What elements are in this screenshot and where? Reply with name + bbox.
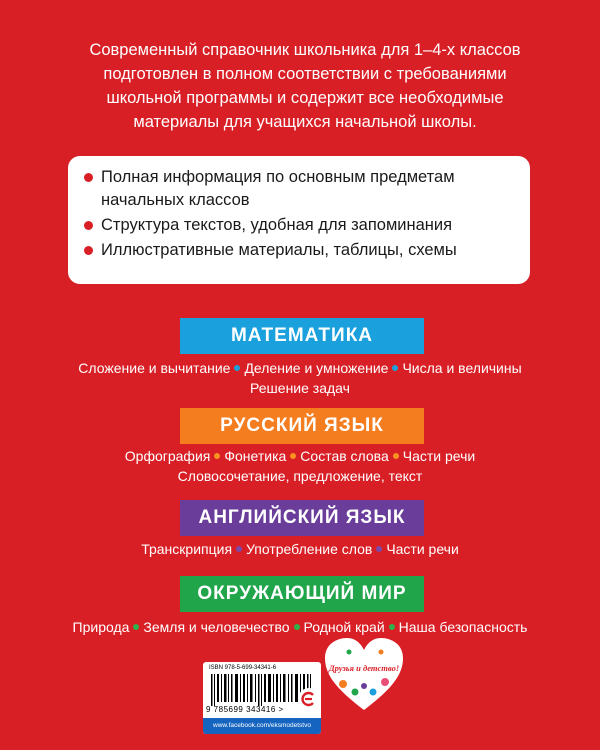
- feature-text: Иллюстративные материалы, таблицы, схемы: [101, 241, 457, 259]
- topic-item: Природа: [72, 619, 130, 635]
- topics-line-2: Словосочетание, предложение, текст: [177, 468, 423, 484]
- feature-text: Структура текстов, удобная для запоминания: [101, 216, 453, 234]
- topics-line-1: [60, 539, 540, 559]
- publisher-logo: [298, 688, 320, 710]
- topics-line-1: [60, 617, 540, 637]
- bullet-icon: [84, 246, 93, 255]
- topic-item: Употребление слов: [246, 541, 373, 557]
- bullet-icon: [84, 173, 93, 182]
- english-topics: [60, 539, 540, 559]
- bullet-icon: [84, 221, 93, 230]
- world-topics: [60, 617, 540, 637]
- separator-dot-icon: [393, 453, 399, 459]
- separator-dot-icon: [214, 453, 220, 459]
- separator-dot-icon: [234, 365, 240, 371]
- separator-dot-icon: [236, 546, 242, 552]
- facebook-link[interactable]: www.facebook.com/eksmodetstvo: [203, 718, 321, 734]
- topic-item: Сложение и вычитание: [78, 360, 231, 376]
- topic-item: Транскрипция: [141, 541, 233, 557]
- topic-item: Фонетика: [224, 448, 287, 464]
- english-banner: АНГЛИЙСКИЙ ЯЗЫК: [180, 500, 424, 536]
- topic-item: Орфография: [124, 448, 211, 464]
- feature-item: [84, 166, 516, 212]
- features-box: [68, 156, 530, 284]
- intro-text: Современный справочник школьника для 1–4-х классов подготовлен в полном соответствии с требованиями школьной программы и содержит все необходимые материалы для учащихся начальной школы.: [89, 41, 521, 131]
- topic-item: Наша безопасность: [398, 619, 528, 635]
- separator-dot-icon: [294, 624, 300, 630]
- separator-dot-icon: [133, 624, 139, 630]
- feature-item: [84, 239, 516, 262]
- feature-text: Полная информация по основным предметам начальных классов: [101, 168, 455, 209]
- topics-line-1: [60, 446, 540, 466]
- topic-item: Части речи: [386, 541, 459, 557]
- math-banner: МАТЕМАТИКА: [180, 318, 424, 354]
- separator-dot-icon: [290, 453, 296, 459]
- topic-item: Земля и человечество: [143, 619, 290, 635]
- russian-topics: [60, 446, 540, 486]
- math-topics: [60, 358, 540, 398]
- feature-item: [84, 214, 516, 237]
- publisher-logo-icon: [298, 688, 320, 710]
- topics-line-1: [60, 358, 540, 378]
- separator-dot-icon: [389, 624, 395, 630]
- world-banner: ОКРУЖАЮЩИЙ МИР: [180, 576, 424, 612]
- separator-dot-icon: [376, 546, 382, 552]
- topics-line-2: Решение задач: [250, 380, 350, 396]
- barcode-digits: 9 785699 343416 >: [206, 705, 284, 714]
- topic-item: Состав слова: [300, 448, 389, 464]
- series-heart-logo: [323, 636, 405, 719]
- russian-banner: РУССКИЙ ЯЗЫК: [180, 408, 424, 444]
- isbn-text: ISBN 978-5-699-34341-6: [209, 665, 277, 671]
- topic-item: Части речи: [402, 448, 476, 464]
- topic-item: Родной край: [303, 619, 385, 635]
- topic-item: Деление и умножение: [244, 360, 389, 376]
- heart-label: Друзья и детство!: [328, 663, 400, 673]
- topic-item: Числа и величины: [402, 360, 522, 376]
- separator-dot-icon: [392, 365, 398, 371]
